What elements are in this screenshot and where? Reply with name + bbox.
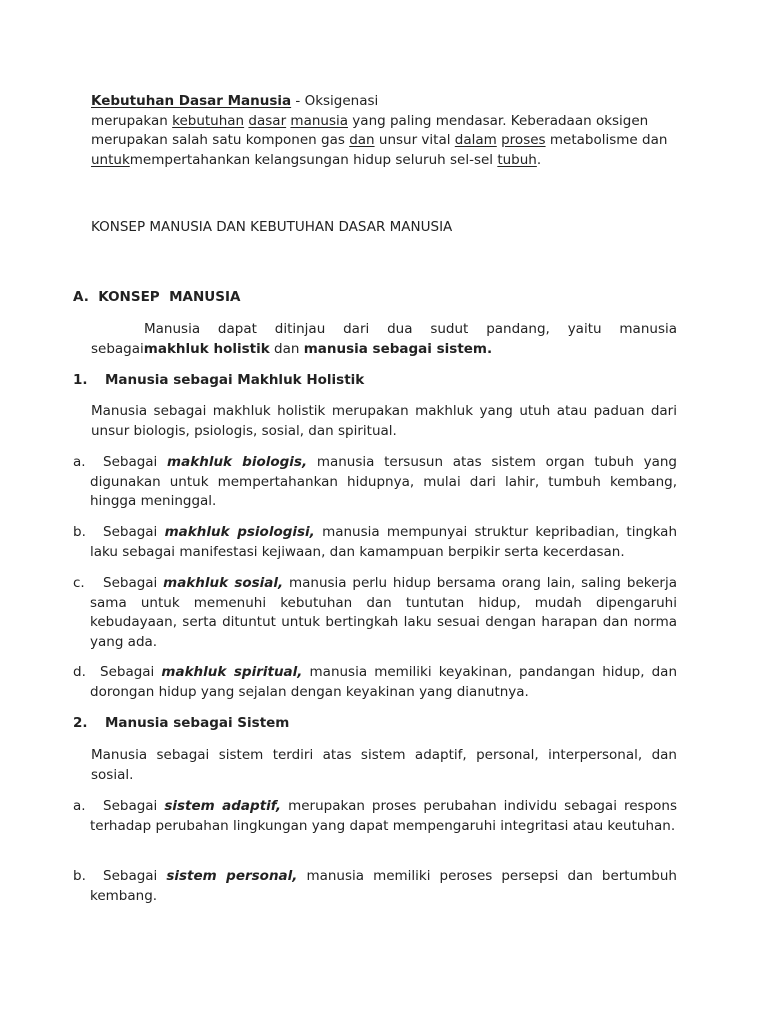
link-dalam[interactable]: dalam (454, 132, 497, 148)
intro-text: yang paling mendasar. Keberadaan oksigen merupakan salah satu komponen gas (91, 112, 649, 148)
list-text: manusia memiliki keyakinan, pandangan hidup, dan dorongan hidup yang sejalan dengan keyakinan yang dianutnya. (90, 664, 677, 700)
section-2-title: Manusia sebagai Sistem (105, 715, 290, 731)
list-letter: b. (73, 524, 86, 540)
intro-paragraph (91, 92, 681, 170)
term-makhluk-biologis: makhluk biologis, (167, 454, 308, 470)
link-tubuh[interactable]: tubuh (497, 151, 537, 168)
intro-text: metabolisme dan (545, 132, 668, 148)
section-a-heading: A. KONSEP MANUSIA (73, 289, 241, 305)
list-text: Sebagai (103, 798, 165, 814)
list-item (73, 797, 677, 836)
section-1-intro: Manusia sebagai makhluk holistik merupakan makhluk yang utuh atau paduan dari unsur biologis, psiologis, sosial, dan spiritual. (91, 403, 677, 439)
document-title: Kebutuhan Dasar Manusia (91, 93, 292, 109)
intro-text: unsur vital (374, 132, 455, 148)
section-1-number: 1. (73, 372, 88, 388)
list-item (73, 663, 677, 702)
term-sistem-adaptif: sistem adaptif, (164, 798, 282, 814)
term-manusia-sistem: manusia sebagai sistem. (303, 340, 493, 357)
list-letter: a. (73, 798, 86, 814)
intro-text: merupakan (91, 112, 173, 129)
section-a-text: Manusia dapat ditinjau dari dua sudut pandang, yaitu manusia sebagai (91, 321, 677, 357)
list-text: Sebagai (103, 575, 164, 591)
term-makhluk-holistik: makhluk holistik (143, 340, 270, 357)
term-sistem-personal: sistem personal, (166, 868, 298, 884)
list-letter: c. (73, 575, 85, 591)
link-manusia[interactable]: manusia (290, 112, 349, 129)
title-suffix: - Oksigenasi (291, 93, 379, 109)
link-untuk[interactable]: untuk (91, 151, 130, 168)
section-1-title: Manusia sebagai Makhluk Holistik (105, 372, 365, 388)
term-makhluk-sosial: makhluk sosial, (163, 575, 284, 591)
list-item (73, 867, 677, 906)
list-letter: b. (73, 868, 86, 884)
link-dasar[interactable]: dasar (248, 112, 287, 129)
list-item (73, 523, 677, 562)
section-1-heading (73, 371, 673, 391)
section-2-heading (73, 714, 673, 734)
intro-text: mempertahankan kelangsungan hidup seluruh sel-sel (129, 151, 498, 168)
section-a-text: dan (269, 340, 304, 357)
list-text: Sebagai (100, 664, 162, 680)
link-kebutuhan[interactable]: kebutuhan (172, 112, 245, 129)
list-letter: a. (73, 454, 86, 470)
list-text: merupakan proses perubahan individu sebagai respons terhadap perubahan lingkungan yang dapat mempengaruhi integritasi atau keutuhan. (90, 798, 677, 834)
list-letter: d. (73, 664, 86, 680)
list-item (73, 453, 677, 512)
konsep-heading: KONSEP MANUSIA DAN KEBUTUHAN DASAR MANUSIA (91, 219, 453, 235)
list-text: manusia tersusun atas sistem organ tubuh yang digunakan untuk mempertahankan hidupnya, mulai dari lahir, tumbuh kembang, hingga meninggal. (90, 454, 677, 509)
link-proses[interactable]: proses (501, 132, 546, 148)
intro-text: . (536, 151, 542, 168)
link-dan[interactable]: dan (349, 132, 375, 148)
section-a-paragraph (91, 320, 677, 359)
list-text: Sebagai (103, 868, 167, 884)
section-2-intro: Manusia sebagai sistem terdiri atas sistem adaptif, personal, interpersonal, dan sosial. (91, 747, 677, 783)
list-text: manusia perlu hidup bersama orang lain, saling bekerja sama untuk memenuhi kebutuhan dan tuntutan hidup, mudah dipengaruhi kebudayaan, serta dituntut untuk bertingkah laku sesuai dengan harapan dan norma yang ada. (90, 575, 677, 650)
list-text: manusia mempunyai struktur kepribadian, tingkah laku sebagai manifestasi kejiwaan, dan kamampuan berpikir serta kecerdasan. (90, 524, 677, 560)
term-makhluk-spiritual: makhluk spiritual, (161, 664, 303, 680)
list-text: Sebagai (103, 524, 165, 540)
list-text: Sebagai (103, 454, 168, 470)
list-item (73, 574, 677, 652)
list-text: manusia memiliki peroses persepsi dan bertumbuh kembang. (90, 868, 677, 904)
section-2-number: 2. (73, 715, 88, 731)
term-makhluk-psiologisi: makhluk psiologisi, (164, 524, 315, 540)
